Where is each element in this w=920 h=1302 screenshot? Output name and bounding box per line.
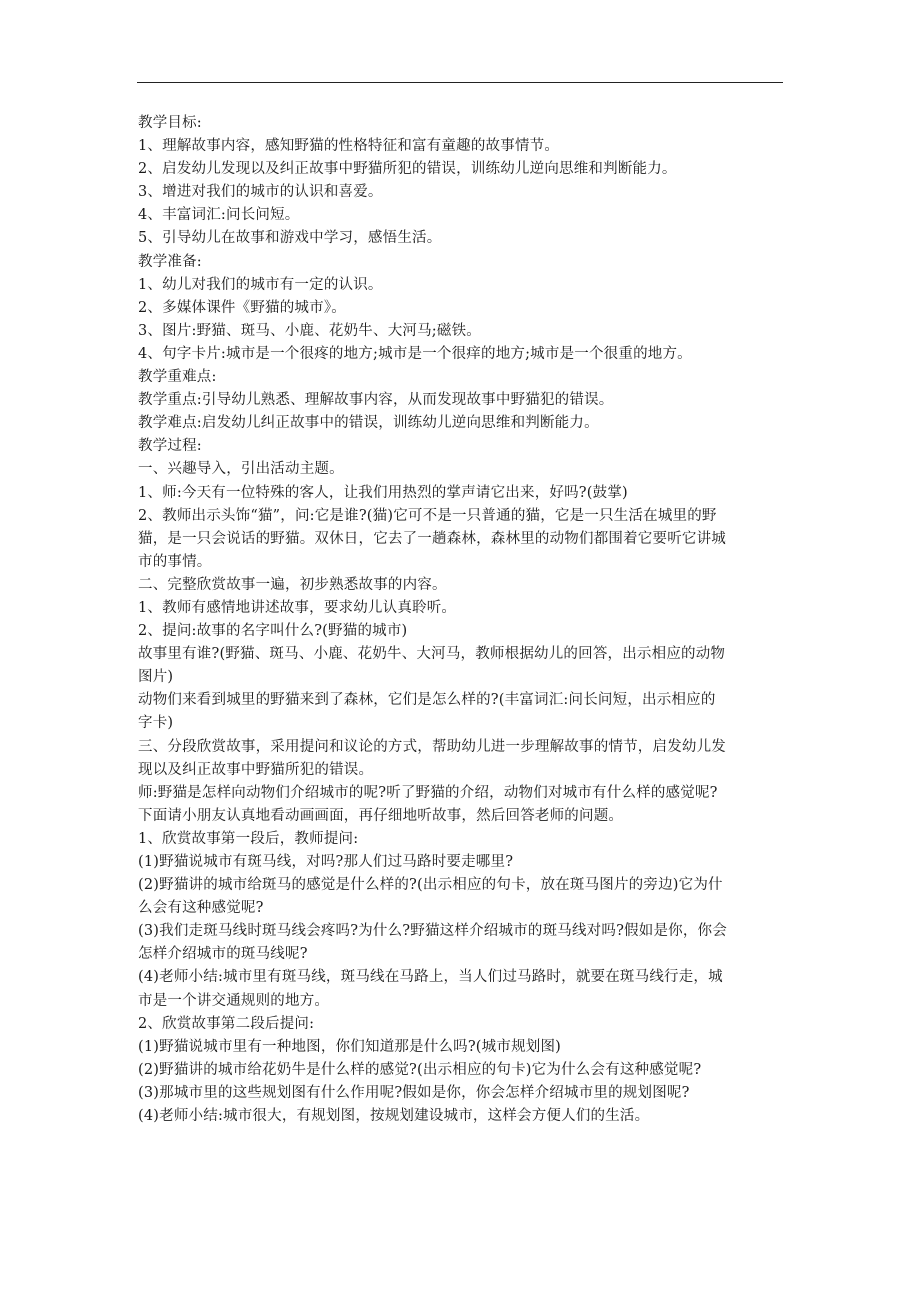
text-line: (1)野猫说城市里有一种地图，你们知道那是什么吗?(城市规划图) — [138, 1038, 562, 1055]
text-line: (4)老师小结:城市很大，有规划图，按规划建设城市，这样会方便人们的生活。 — [138, 1108, 650, 1125]
text-line: 师:野猫是怎样向动物们介绍城市的呢?听了野猫的介绍，动物们对城市有什么样的感觉呢? — [138, 784, 718, 801]
text-line: 市是一个讲交通规则的地方。 — [138, 992, 330, 1009]
text-line: 故事里有谁?(野猫、斑马、小鹿、花奶牛、大河马，教师根据幼儿的回答，出示相应的动物 — [138, 646, 726, 663]
text-line: (2)野猫讲的城市给花奶牛是什么样的感觉?(出示相应的句卡)它为什么会有这种感觉呢? — [138, 1061, 702, 1078]
text-line: 动物们来看到城里的野猫来到了森林，它们是怎么样的?(丰富词汇:问长问短，出示相应的 — [138, 692, 716, 709]
text-line: (1)野猫说城市有斑马线，对吗?那人们过马路时要走哪里? — [138, 854, 514, 870]
text-line: 教学过程: — [138, 438, 202, 455]
text-line: 教学重点:引导幼儿熟悉、理解故事内容，从而发现故事中野猫犯的错误。 — [138, 392, 614, 409]
text-line: 2、欣赏故事第二段后提问: — [138, 1015, 315, 1032]
text-line: 2、多媒体课件《野猫的城市》。 — [138, 299, 346, 316]
text-line: 3、图片:野猫、斑马、小鹿、花奶牛、大河马;磁铁。 — [138, 322, 481, 339]
text-line: 1、教师有感情地讲述故事，要求幼儿认真聆听。 — [138, 599, 457, 616]
text-line: 4、句字卡片:城市是一个很疼的地方;城市是一个很痒的地方;城市是一个很重的地方。 — [138, 345, 692, 362]
text-line: 3、增进对我们的城市的认识和喜爱。 — [138, 184, 383, 201]
text-line: 2、启发幼儿发现以及纠正故事中野猫所犯的错误，训练幼儿逆向思维和判断能力。 — [138, 161, 677, 178]
text-line: (2)野猫讲的城市给斑马的感觉是什么样的?(出示相应的句卡，放在斑马图片的旁边)它为什 — [138, 877, 723, 894]
text-line: (4)老师小结:城市里有斑马线，斑马线在马路上，当人们过马路时，就要在斑马线行走，城 — [138, 969, 723, 986]
text-line: 5、引导幼儿在故事和游戏中学习，感悟生活。 — [138, 230, 442, 247]
text-line: (3)我们走斑马线时斑马线会疼吗?为什么?野猫这样介绍城市的斑马线对吗?假如是你，你会 — [138, 923, 727, 940]
text-line: 猫，是一只会说话的野猫。双休日，它去了一趟森林，森林里的动物们都围着它要听它讲城 — [138, 530, 726, 547]
text-line: (3)那城市里的这些规划图有什么作用呢?假如是你，你会怎样介绍城市里的规划图呢? — [138, 1084, 690, 1101]
text-line: 么会有这种感觉呢? — [138, 900, 264, 917]
text-line: 2、教师出示头饰“猫”，问:它是谁?(猫)它可不是一只普通的猫，它是一只生活在城里的野 — [138, 507, 717, 524]
text-line: 教学重难点: — [138, 369, 217, 386]
text-line: 教学准备: — [138, 253, 202, 270]
document-body — [138, 112, 786, 1128]
text-line: 2、提问:故事的名字叫什么?(野猫的城市) — [138, 623, 408, 640]
text-line: 教学目标: — [138, 115, 202, 131]
text-line: 教学难点:启发幼儿纠正故事中的错误，训练幼儿逆向思维和判断能力。 — [138, 415, 599, 432]
text-line: 1、理解故事内容，感知野猫的性格特征和富有童趣的故事情节。 — [138, 138, 560, 155]
text-line: 1、幼儿对我们的城市有一定的认识。 — [138, 276, 383, 293]
header-rule — [137, 82, 783, 83]
text-line: 1、欣赏故事第一段后，教师提问: — [138, 830, 359, 847]
text-line: 现以及纠正故事中野猫所犯的错误。 — [138, 761, 374, 778]
text-line: 三、分段欣赏故事，采用提问和议论的方式，帮助幼儿进一步理解故事的情节，启发幼儿发 — [138, 738, 726, 755]
text-line: 二、完整欣赏故事一遍，初步熟悉故事的内容。 — [138, 576, 447, 593]
text-line: 怎样介绍城市的斑马线呢? — [138, 946, 308, 963]
text-line: 图片) — [138, 669, 174, 686]
text-line: 4、丰富词汇:问长问短。 — [138, 207, 300, 224]
text-line: 下面请小朋友认真地看动画画面，再仔细地听故事，然后回答老师的问题。 — [138, 807, 624, 824]
text-line: 一、兴趣导入，引出活动主题。 — [138, 461, 344, 478]
text-line: 字卡) — [138, 715, 174, 732]
text-line: 1、师:今天有一位特殊的客人，让我们用热烈的掌声请它出来，好吗?(鼓掌) — [138, 484, 628, 501]
text-line: 市的事情。 — [138, 553, 212, 570]
